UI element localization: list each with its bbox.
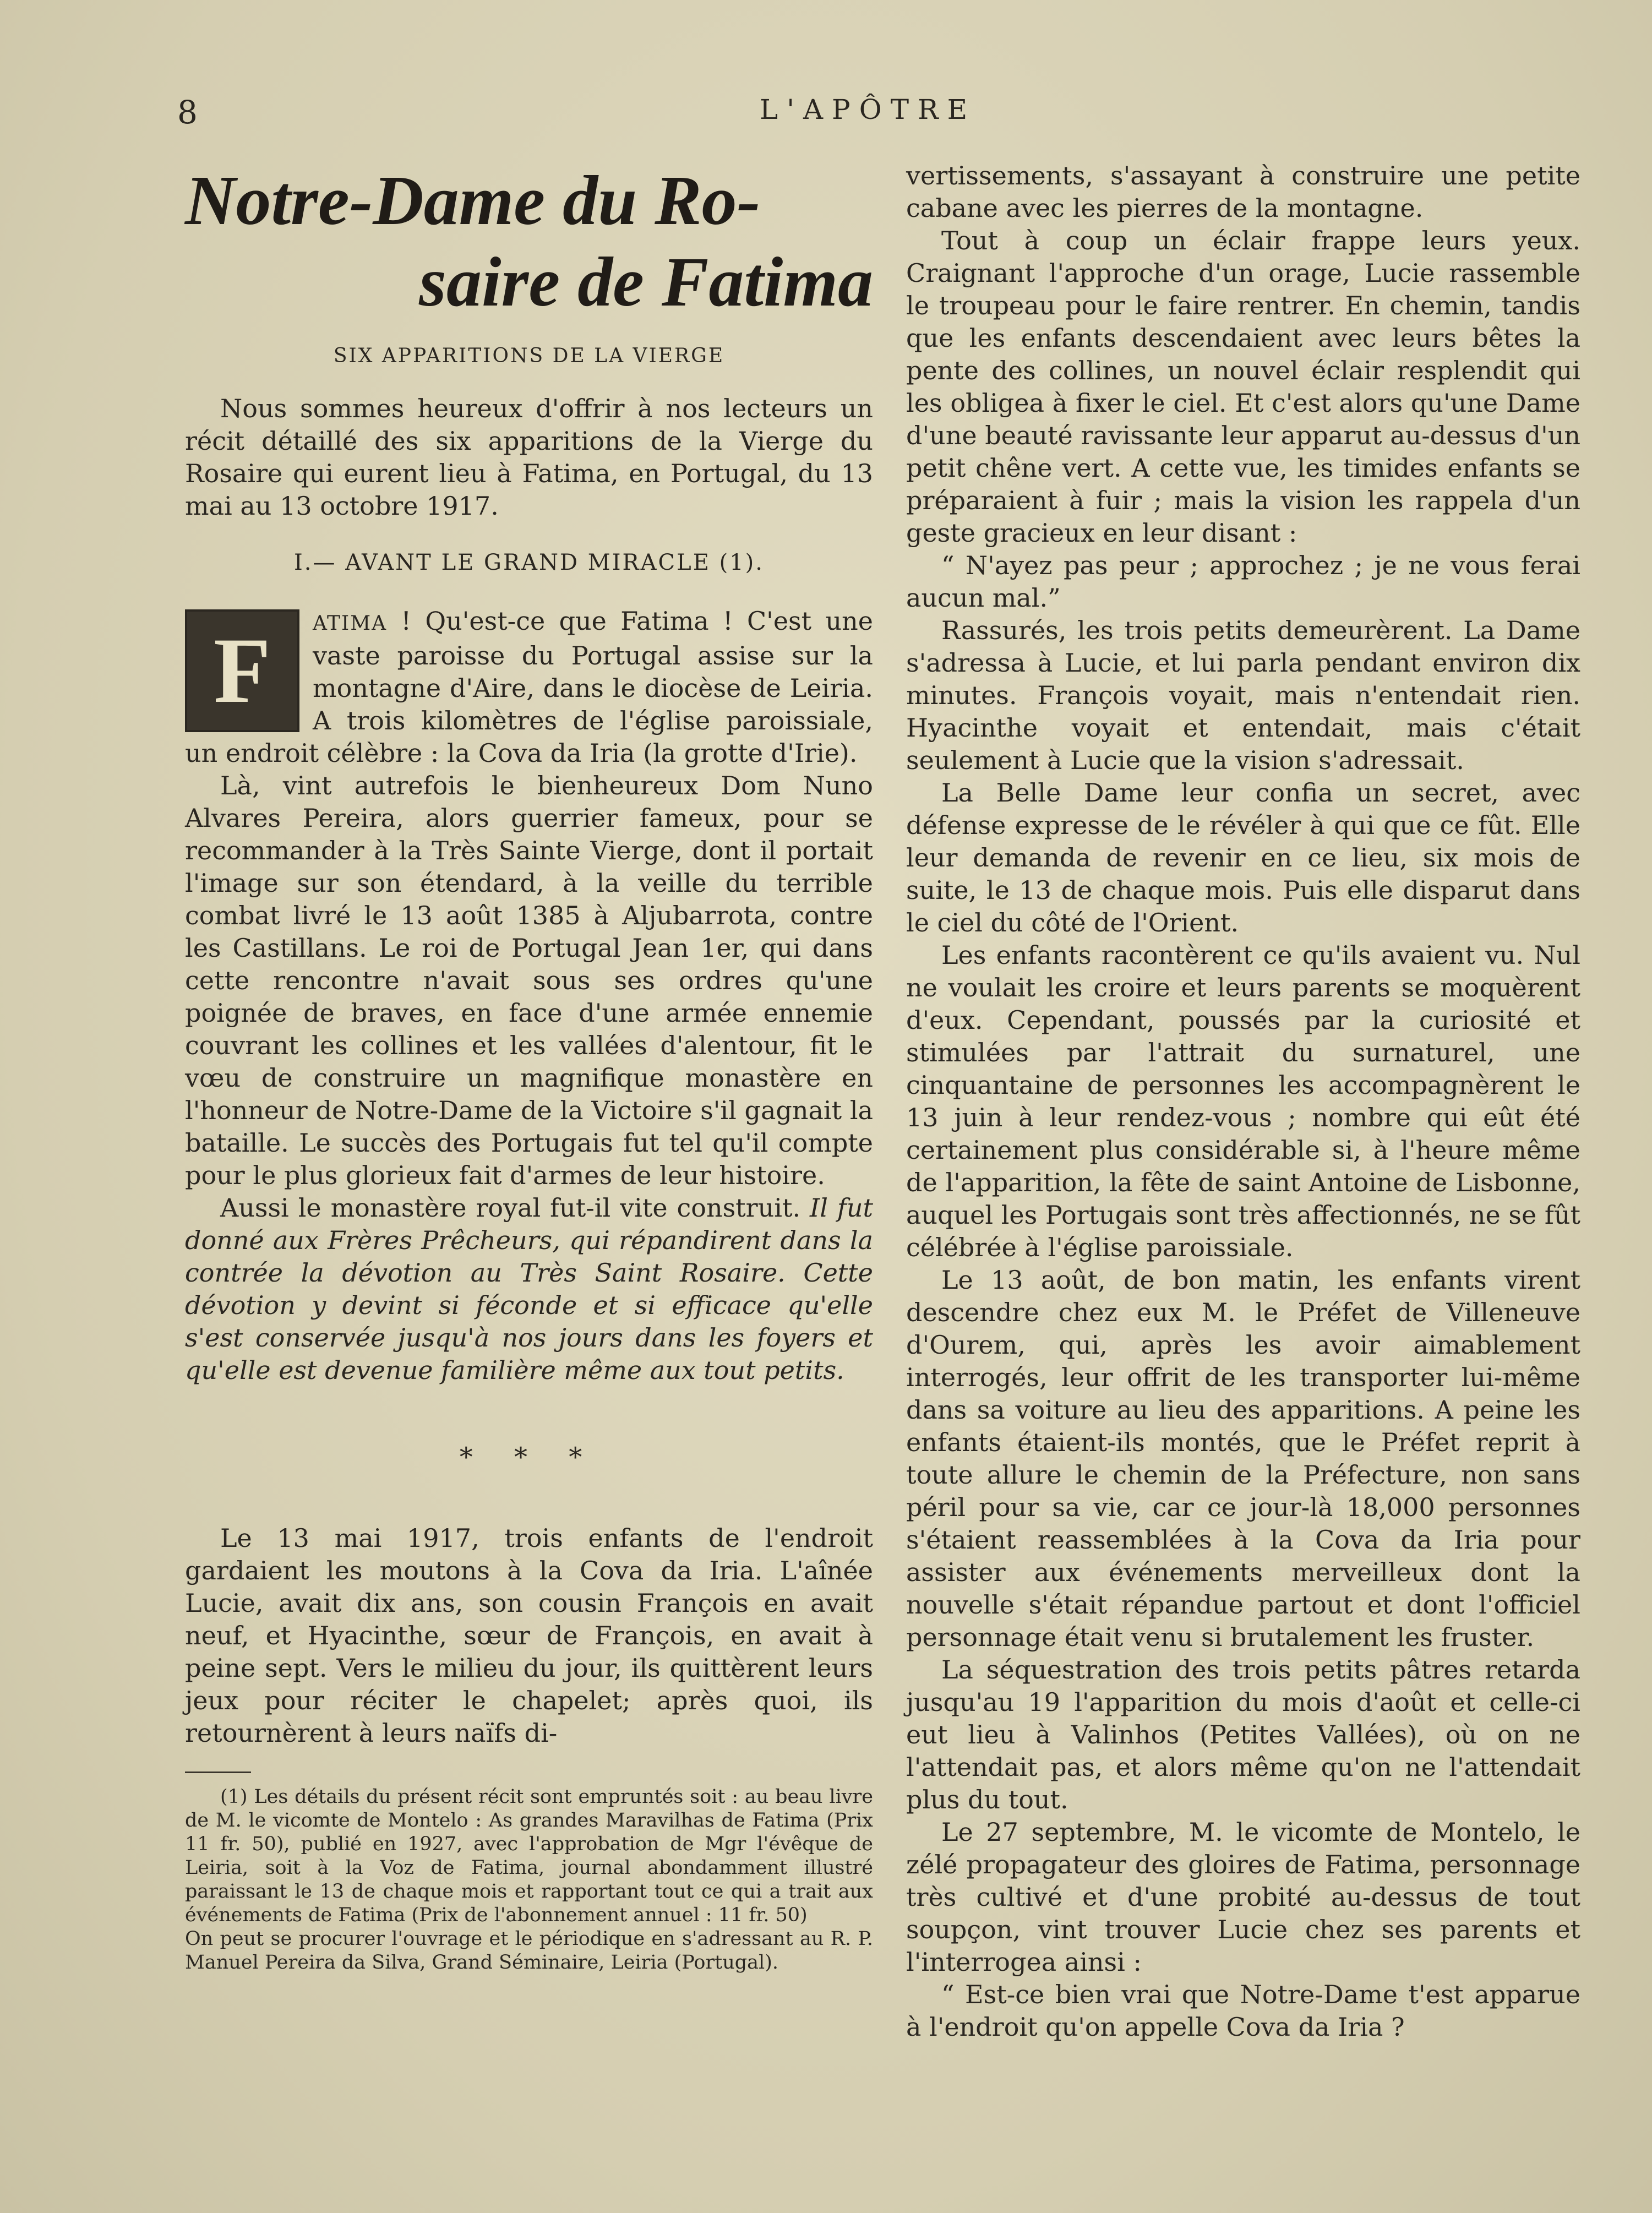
ornamental-dropcap: F	[185, 609, 299, 732]
intro-paragraph: Nous sommes heureux d'offrir à nos lecteurs un récit détaillé des six apparitions de la Vierge du Rosaire qui eurent lieu à Fatima, en Portugal, du 13 mai au 13 octobre 1917.	[185, 394, 873, 521]
section-heading: I.— AVANT LE GRAND MIRACLE (1).	[293, 550, 764, 575]
title-line-1: Notre-Dame du Ro-	[185, 161, 761, 239]
footnote	[185, 1785, 873, 1975]
left-column	[185, 160, 873, 1975]
running-head: L'APÔTRE	[760, 94, 977, 126]
right-paragraph-5: La Belle Dame leur confia un secret, avec défense expresse de le révéler à qui que ce fût. Elle leur demanda de revenir en ce lieu, six mois de suite, le 13 de chaque mois. Puis elle disparut dans le ciel du côté de l'Orient.	[906, 778, 1580, 937]
right-paragraph-9: Le 27 septembre, M. le vicomte de Montelo, le zélé propagateur des gloires de Fatima, personnage très cultivé et d'une probité au-dessus de tout soupçon, vint trouver Lucie chez ses parents et l'interrogea ainsi :	[906, 1817, 1580, 1977]
right-paragraph-10: “ Est-ce bien vrai que Notre-Dame t'est apparue à l'endroit qu'on appelle Cova da Iria ?	[906, 1980, 1580, 2042]
right-paragraph-1: vertissements, s'assayant à construire une petite cabane avec les pierres de la montagne.	[906, 161, 1580, 223]
footnote-paragraph-2: On peut se procurer l'ouvrage et le périodique en s'adressant au R. P. Manuel Pereira da Silva, Grand Séminaire, Leiria (Portugal).	[185, 1928, 873, 1974]
right-column	[906, 160, 1580, 2043]
footnote-rule	[185, 1772, 251, 1773]
paragraph-3-roman: Aussi le monastère royal fut-il vite construit.	[220, 1193, 801, 1223]
first-paragraph	[185, 605, 873, 770]
article-title	[185, 160, 873, 323]
title-line-2: saire de Fatima	[419, 243, 873, 321]
first-paragraph-text: ! Qu'est-ce que Fatima ! C'est une vaste paroisse du Portugal assise sur la montagne d'Aire, dans le diocèse de Leiria. A trois kilomètres de l'église paroissiale, un endroit célèbre : la Cova da Iria (la grotte d'Irie).	[185, 606, 873, 768]
right-paragraph-6: Les enfants racontèrent ce qu'ils avaient vu. Nul ne voulait les croire et leurs parents se moquèrent d'eux. Cependant, poussés par la curiosité et stimulées par l'attrait du surnaturel, une cinquantaine de personnes les accompagnèrent le 13 juin à leur rendez-vous ; nombre qui eût été certainement plus considérable si, à l'heure même de l'apparition, la fête de saint Antoine de Lisbonne, auquel les Portugais sont très affectionnés, ne se fût célébrée à l'église paroissiale.	[906, 940, 1580, 1262]
right-paragraph-4: Rassurés, les trois petits demeurèrent. La Dame s'adressa à Lucie, et lui parla pendant environ dix minutes. François voyait, mais n'entendait rien. Hyacinthe voyait et entendait, mais c'était seulement à Lucie que la vision s'adressait.	[906, 615, 1580, 775]
body-paragraph-3	[185, 1192, 873, 1387]
body-paragraph-4: Le 13 mai 1917, trois enfants de l'endroit gardaient les moutons à la Cova da Iria. L'aînée Lucie, avait dix ans, son cousin François en avait neuf, et Hyacinthe, sœur de François, en avait à peine sept. Vers le milieu du jour, ils quittèrent leurs jeux pour réciter le chapelet; après quoi, ils retournèrent à leurs naïfs di-	[185, 1523, 873, 1748]
body-paragraph-2: Là, vint autrefois le bienheureux Dom Nuno Alvares Pereira, alors guerrier fameux, pour se recommander à la Très Sainte Vierge, dont il portait l'image sur son étendard, à la veille du terrible combat livré le 13 août 1385 à Aljubarrota, contre les Castillans. Le roi de Portugal Jean 1er, qui dans cette rencontre n'avait sous ses ordres qu'une poignée de braves, en face d'une armée ennemie couvrant les collines et les vallées d'alentour, fit le vœu de construire un magnifique monastère en l'honneur de Notre-Dame de la Victoire s'il gagnait la bataille. Le succès des Portugais fut tel qu'il compte pour le plus glorieux fait d'armes de leur histoire.	[185, 771, 873, 1190]
section-divider-asterism: * * *	[459, 1442, 599, 1473]
footnote-paragraph-1: (1) Les détails du présent récit sont empruntés soit : au beau livre de M. le vicomte de Montelo : As grandes Maravilhas de Fatima (Prix 11 fr. 50), publié en 1927, avec l'approbation de Mgr l'évêque de Leiria, soit à la Voz de Fatima, journal abondamment illustré paraissant le 13 de chaque mois et rapportant tout ce qui a trait aux événements de Fatima (Prix de l'abonnement annuel : 11 fr. 50)	[185, 1786, 873, 1926]
right-paragraph-2: Tout à coup un éclair frappe leurs yeux. Craignant l'approche d'un orage, Lucie rassemble le troupeau pour le faire rentrer. En chemin, tandis que les enfants descendaient avec leurs bêtes la pente des collines, un nouvel éclair resplendit qui les obligea à fixer le ciel. Et c'est alors qu'une Dame d'une beauté ravissante leur apparut au-dessus d'un petit chêne vert. A cette vue, les timides enfants se préparaient à fuir ; mais la vision les rappela d'un geste gracieux en leur disant :	[906, 226, 1580, 548]
right-paragraph-3: “ N'ayez pas peur ; approchez ; je ne vous ferai aucun mal.”	[906, 550, 1580, 613]
article-subtitle: SIX APPARITIONS DE LA VIERGE	[333, 345, 725, 367]
right-paragraph-8: La séquestration des trois petits pâtres retarda jusqu'au 19 l'apparition du mois d'août et celle-ci eut lieu à Valinhos (Petites Vallées), où on ne l'attendait pas, et alors même qu'on ne l'attendait plus du tout.	[906, 1655, 1580, 1814]
page-number: 8	[177, 94, 198, 131]
right-paragraph-7: Le 13 août, de bon matin, les enfants virent descendre chez eux M. le Préfet de Villeneuve d'Ourem, qui, après les avoir aimablement interrogés, leur offrit de les transporter lui-même dans sa voiture au lieu des apparitions. A peine les enfants étaient-ils montés, que le Préfet reprit à toute allure le chemin de la Préfecture, non sans péril pour sa vie, car ce jour-là 18,000 personnes s'étaient reassemblées à la Cova da Iria pour assister aux événements merveilleux dont la nouvelle s'était répandue partout et dont l'officiel personnage était venu si brutalement les fruster.	[906, 1265, 1580, 1652]
dropcap-continuation: ATIMA	[313, 612, 388, 635]
paragraph-3-italic: Il fut donné aux Frères Prêcheurs, qui répandirent dans la contrée la dévotion au Très Saint Rosaire. Cette dévotion y devint si féconde et si efficace qu'elle s'est conservée jusqu'à nos jours dans les foyers et qu'elle est devenue familière même aux tout petits.	[185, 1193, 873, 1385]
